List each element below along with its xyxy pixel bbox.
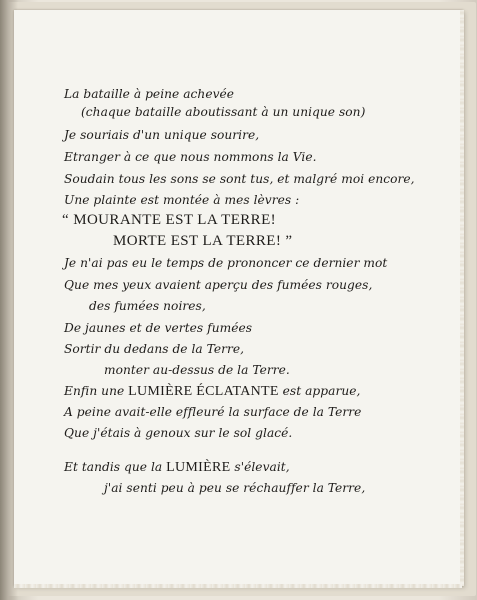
poem-line-15-caps: LUMIÈRE ÉCLATANTE [128, 384, 279, 399]
poem-line-7: “ MOURANTE EST LA TERRE! [62, 212, 277, 228]
poem-line-10: Que mes yeux avaient aperçu des fumées rouges, [64, 278, 373, 292]
poem-line-18 [64, 460, 290, 475]
poem-line-15-end: est apparue, [278, 384, 361, 398]
poem-line-15-start: Enfin une [64, 384, 129, 398]
poem-line-9: Je n'ai pas eu le temps de prononcer ce dernier mot [64, 256, 388, 270]
poem-line-11: des fumées noires, [89, 299, 206, 313]
poem-line-12: De jaunes et de vertes fumées [64, 321, 253, 335]
poem-line-4: Etranger à ce que nous nommons la Vie. [64, 150, 317, 164]
poem-line-5: Soudain tous les sons se sont tus, et malgré moi encore, [64, 172, 415, 186]
poem-line-18-caps: LUMIÈRE [166, 460, 231, 475]
poem-line-19: j'ai senti peu à peu se réchauffer la Terre, [104, 481, 366, 495]
poem-line-13: Sortir du dedans de la Terre, [64, 342, 245, 356]
poem-line-16: A peine avait-elle effleuré la surface de la Terre [64, 405, 362, 419]
poem-line-1: La bataille à peine achevée [64, 87, 235, 101]
poem-line-2: (chaque bataille aboutissant à un unique son) [81, 105, 366, 119]
poem-line-3: Je souriais d'un unique sourire, [64, 128, 260, 142]
book-page [14, 10, 463, 586]
poem-line-6: Une plainte est montée à mes lèvres : [64, 193, 300, 207]
poem-line-14: monter au-dessus de la Terre. [104, 363, 290, 377]
poem-line-18-end: s'élevait, [230, 460, 290, 474]
poem-text [14, 10, 462, 586]
poem-line-18-start: Et tandis que la [64, 460, 167, 474]
poem-line-17: Que j'étais à genoux sur le sol glacé. [64, 426, 293, 440]
poem-line-8: MORTE EST LA TERRE! ” [113, 233, 293, 249]
poem-line-15 [64, 384, 360, 399]
